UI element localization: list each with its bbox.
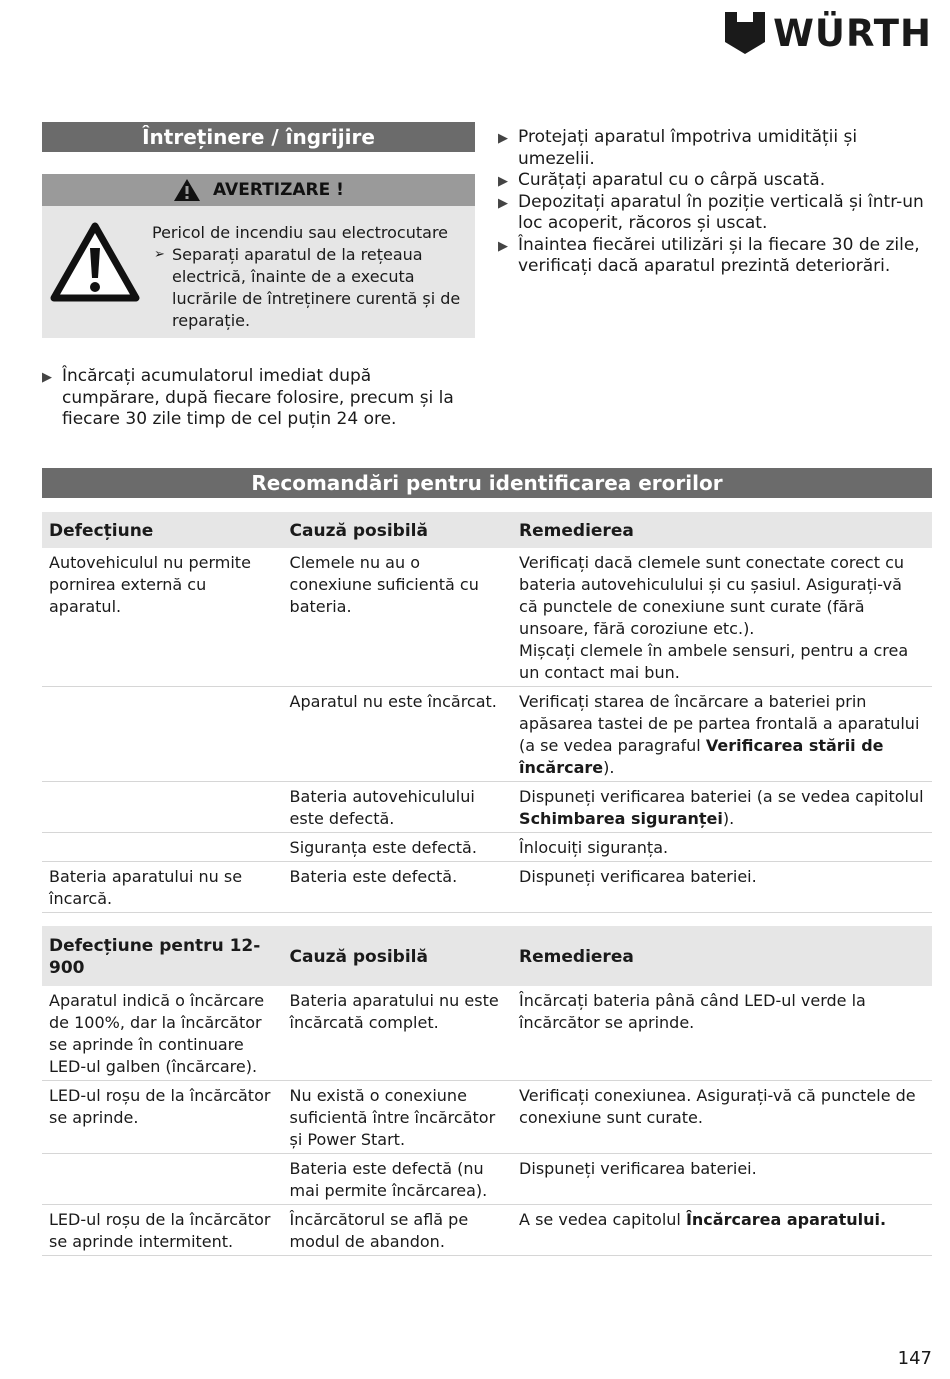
cause-cell: Aparatul nu este încărcat.: [283, 687, 513, 782]
warning-box: [42, 174, 475, 338]
fault-cell: LED-ul roșu de la încărcător se aprinde.: [42, 1081, 283, 1154]
fault-cell: [42, 833, 283, 862]
warning-label: AVERTIZARE !: [213, 180, 344, 200]
cause-cell: Clemele nu au o conexiune suficientă cu bateria.: [283, 548, 513, 687]
cause-cell: Bateria este defectă.: [283, 862, 513, 913]
cause-cell: Nu există o conexiune suficientă între încărcător și Power Start.: [283, 1081, 513, 1154]
remedy-cell: Verificați conexiunea. Asigurați-vă că punctele de conexiune sunt curate.: [512, 1081, 932, 1154]
table-row: [42, 1205, 932, 1256]
remedy-cell: Dispuneți verificarea bateriei (a se vedea capitolul Schimbarea siguranței).: [512, 782, 932, 833]
cross-reference: Verificarea stării de încărcare: [519, 736, 884, 777]
column-header-remedy: Remedierea: [512, 512, 932, 548]
column-header-cause: Cauză posibilă: [283, 926, 513, 986]
table-row: [42, 862, 932, 913]
page-number: 147: [897, 1348, 932, 1369]
warning-triangle-icon: [50, 222, 140, 302]
table-header-row: [42, 512, 932, 548]
fault-cell: Aparatul indică o încărcare de 100%, dar la încărcător se aprinde în continuare LED-ul galben (încărcare).: [42, 986, 283, 1081]
remedy-cell: Dispuneți verificarea bateriei.: [512, 1154, 932, 1205]
cause-cell: Siguranța este defectă.: [283, 833, 513, 862]
warning-item: ➢ Separați aparatul de la rețeaua electrică, înainte de a executa lucrările de întreținere curentă și de reparație.: [154, 245, 461, 330]
fault-cell: Bateria aparatului nu se încarcă.: [42, 862, 283, 913]
list-item: ▶ Depozitați aparatul în poziție verticală și într-un loc acoperit, răcoros și uscat.: [498, 191, 924, 233]
remedy-cell: [512, 548, 932, 687]
remedy-cell: A se vedea capitolul Încărcarea aparatului.: [512, 1205, 932, 1256]
cross-reference: Schimbarea siguranței: [519, 809, 723, 828]
triangle-right-icon: ▶: [42, 370, 52, 385]
cause-cell: Bateria autovehiculului este defectă.: [283, 782, 513, 833]
wurth-logo: [725, 12, 932, 54]
troubleshooting-table: [42, 512, 932, 913]
charging-list: [42, 366, 472, 431]
cause-cell: Bateria aparatului nu este încărcată complet.: [283, 986, 513, 1081]
list-item: ▶ Încărcați acumulatorul imediat după cumpărare, după fiecare folosire, precum și la fiecare 30 zile timp de cel puțin 24 ore.: [42, 366, 454, 429]
column-header-fault: Defecțiune: [42, 512, 283, 548]
cause-cell: Încărcătorul se află pe modul de abandon.: [283, 1205, 513, 1256]
warning-small-icon: [173, 178, 201, 202]
table-row: [42, 548, 932, 687]
table-row: [42, 1081, 932, 1154]
wurth-emblem-icon: [725, 12, 765, 54]
care-list: [498, 127, 928, 278]
table-row: [42, 1154, 932, 1205]
table-row: [42, 986, 932, 1081]
table-row: [42, 833, 932, 862]
list-item: ▶ Curățați aparatul cu o cârpă uscată.: [498, 170, 928, 192]
logo-text: WÜRTH: [773, 11, 932, 55]
remedy-cell: Înlocuiți siguranța.: [512, 833, 932, 862]
fault-cell: [42, 687, 283, 782]
remedy-text-2: Mișcați clemele în ambele sensuri, pentru a crea un contact mai bun.: [519, 641, 909, 682]
column-header-cause: Cauză posibilă: [283, 512, 513, 548]
fault-cell: LED-ul roșu de la încărcător se aprinde intermitent.: [42, 1205, 283, 1256]
fault-cell: Autovehiculul nu permite pornirea externă cu aparatul.: [42, 548, 283, 687]
table-header-row: [42, 926, 932, 986]
cross-reference: Încărcarea aparatului.: [685, 1210, 887, 1229]
maintenance-title: Întreținere / îngrijire: [42, 122, 475, 152]
remedy-text: Verificați dacă clemele sunt conectate corect cu bateria autovehiculului și cu șasiul. Asigurați-vă că punctele de conexiune sunt curate (fără unsoare, fără coroziune etc.).: [519, 553, 905, 638]
remedy-cell: Încărcați bateria până când LED-ul verde la încărcător se aprinde.: [512, 986, 932, 1081]
fault-cell: [42, 1154, 283, 1205]
remedy-cell: Dispuneți verificarea bateriei.: [512, 862, 932, 913]
table-row: [42, 782, 932, 833]
triangle-right-icon: ▶: [498, 174, 508, 189]
table-row: [42, 687, 932, 782]
fault-cell: [42, 782, 283, 833]
warning-header: [42, 174, 475, 206]
list-item: ▶ Protejați aparatul împotriva umidității și umezelii.: [498, 127, 858, 169]
chevron-right-icon: ➢: [154, 247, 165, 262]
warning-list: [152, 244, 470, 332]
warning-heading: Pericol de incendiu sau electrocutare: [152, 223, 449, 242]
triangle-right-icon: ▶: [498, 238, 508, 254]
troubleshooting-table-12-900: [42, 926, 932, 1256]
triangle-right-icon: ▶: [498, 131, 508, 146]
remedy-cell: Verificați starea de încărcare a bateriei prin apăsarea tastei de pe partea frontală a aparatului (a se vedea paragraful Verificarea stării de încărcare).: [512, 687, 932, 782]
list-item: ▶ Înaintea fiecărei utilizări și la fiecare 30 de zile, verificați dacă aparatul prezintă deteriorări.: [498, 234, 920, 276]
cause-cell: Bateria este defectă (nu mai permite încărcarea).: [283, 1154, 513, 1205]
triangle-right-icon: ▶: [498, 195, 508, 211]
column-header-remedy: Remedierea: [512, 926, 932, 986]
warning-text: [152, 222, 470, 332]
column-header-fault: Defecțiune pentru 12-900: [42, 926, 283, 986]
troubleshooting-title: Recomandări pentru identificarea erorilor: [42, 468, 932, 498]
